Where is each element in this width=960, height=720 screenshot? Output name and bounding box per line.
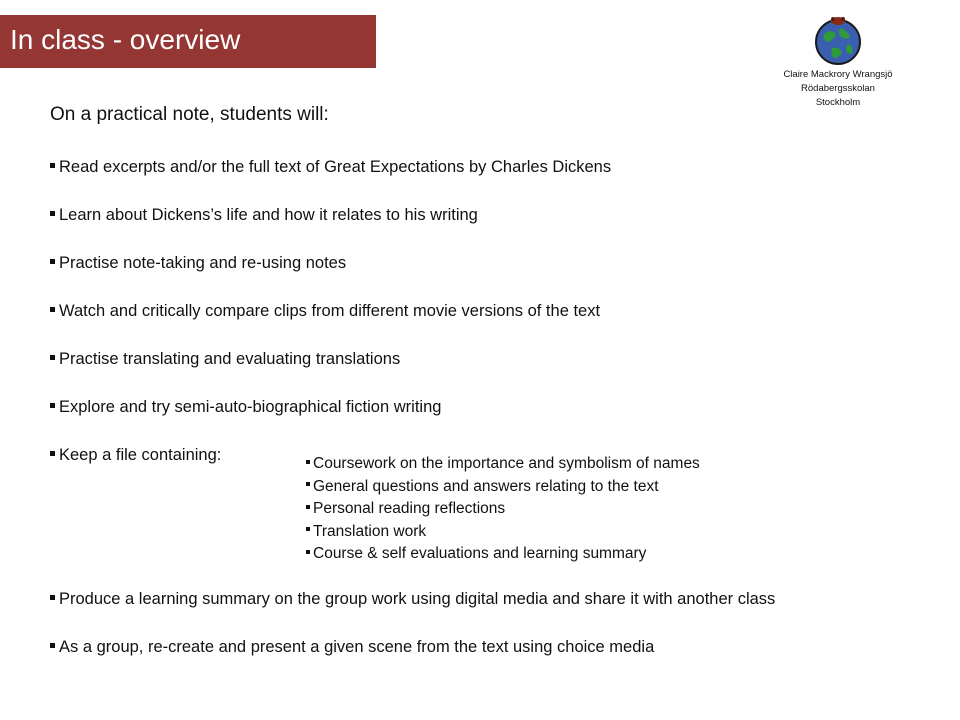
bullet-marker bbox=[306, 460, 310, 464]
sub-list-item-text: Translation work bbox=[313, 522, 427, 540]
bullet-marker bbox=[50, 451, 55, 456]
list-item bbox=[50, 444, 221, 466]
bullet-marker bbox=[50, 307, 55, 312]
list-item-text: Keep a file containing: bbox=[59, 446, 222, 464]
list-item-text: Produce a learning summary on the group work using digital media and share it with another class bbox=[59, 590, 776, 608]
logo-school: Rödabergsskolan bbox=[801, 83, 875, 94]
page-title: In class - overview bbox=[10, 24, 241, 55]
bullet-marker bbox=[50, 163, 55, 168]
title-bar bbox=[0, 15, 376, 68]
file-contents-list bbox=[306, 453, 700, 566]
sub-list-item bbox=[306, 498, 700, 521]
sub-list-item-text: General questions and answers relating to the text bbox=[313, 477, 659, 495]
list-item bbox=[50, 348, 400, 370]
author-logo bbox=[770, 12, 906, 110]
sub-list-item-text: Course & self evaluations and learning summary bbox=[313, 545, 647, 562]
list-item bbox=[50, 396, 441, 418]
sub-list-item bbox=[306, 453, 700, 476]
list-item-text: Practise translating and evaluating translations bbox=[59, 350, 401, 368]
globe-icon bbox=[812, 12, 864, 68]
sub-list-item bbox=[306, 476, 700, 499]
bullet-marker bbox=[306, 527, 310, 531]
list-item-text: Learn about Dickens’s life and how it relates to his writing bbox=[59, 206, 478, 224]
list-item bbox=[50, 204, 478, 226]
list-item bbox=[50, 252, 346, 274]
sub-list-item bbox=[306, 543, 700, 566]
bullet-marker bbox=[306, 505, 310, 509]
bullet-marker bbox=[50, 259, 55, 264]
list-item-text: Explore and try semi-auto-biographical fiction writing bbox=[59, 398, 442, 416]
bullet-marker bbox=[306, 550, 310, 554]
bullet-marker bbox=[50, 595, 55, 600]
list-item-text: Practise note-taking and re-using notes bbox=[59, 254, 347, 272]
list-item bbox=[50, 300, 600, 322]
list-item bbox=[50, 636, 654, 658]
bullet-marker bbox=[50, 355, 55, 360]
logo-author-name: Claire Mackrory Wrangsjö bbox=[783, 69, 893, 80]
bullet-marker bbox=[306, 482, 310, 486]
list-item-text: Read excerpts and/or the full text of Great Expectations by Charles Dickens bbox=[59, 158, 612, 176]
list-item bbox=[50, 156, 611, 178]
sub-list-item-text: Personal reading reflections bbox=[313, 500, 506, 517]
list-item-text: As a group, re-create and present a given scene from the text using choice media bbox=[59, 638, 655, 656]
logo-city: Stockholm bbox=[815, 97, 861, 108]
bullet-marker bbox=[50, 211, 55, 216]
list-item-text: Watch and critically compare clips from different movie versions of the text bbox=[59, 302, 601, 320]
sub-list-item-text: Coursework on the importance and symbolism of names bbox=[313, 455, 700, 472]
bullet-marker bbox=[50, 643, 55, 648]
sub-list-item bbox=[306, 521, 700, 544]
intro-heading: On a practical note, students will: bbox=[50, 104, 329, 125]
bullet-marker bbox=[50, 403, 55, 408]
list-item bbox=[50, 588, 775, 610]
